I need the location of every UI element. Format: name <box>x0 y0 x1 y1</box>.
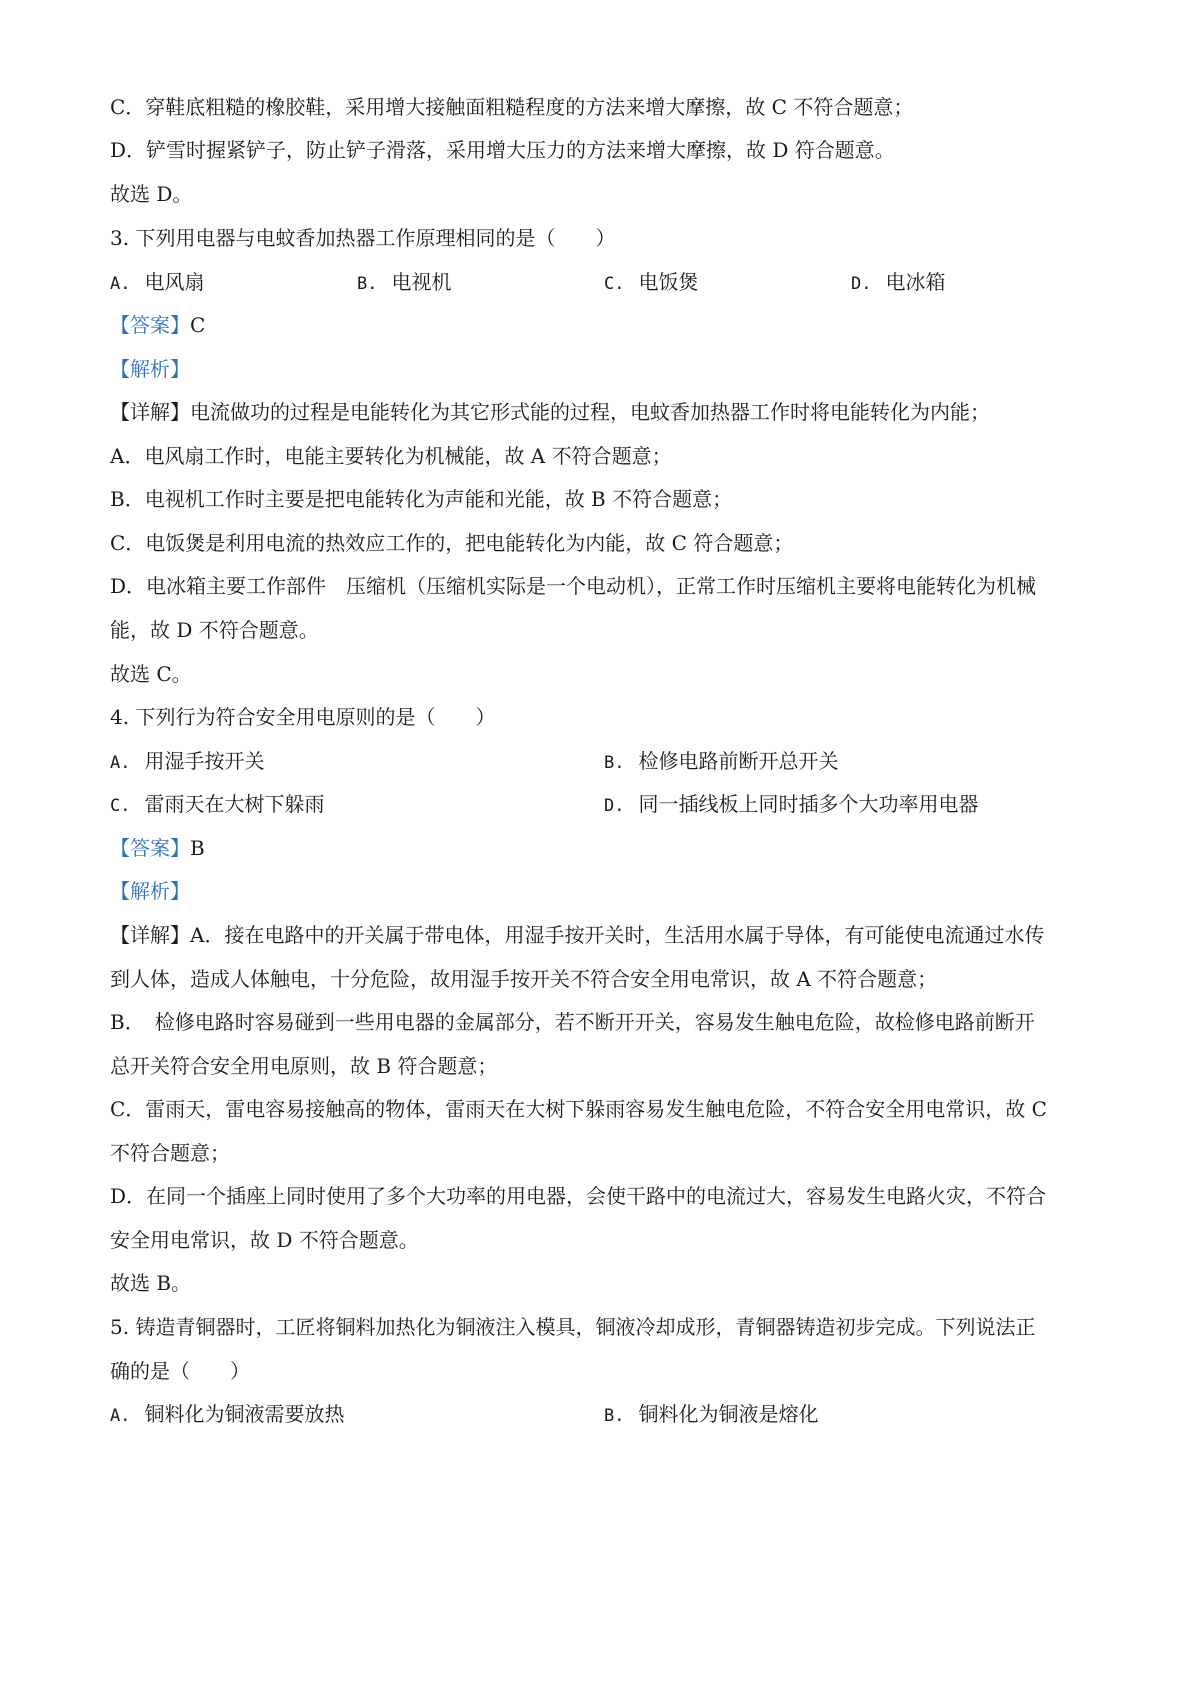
text-line: 总开关符合安全用电原则，故 B 符合题意； <box>110 1054 498 1078</box>
text-line: C．穿鞋底粗糙的橡胶鞋，采用增大接触面粗糙程度的方法来增大摩擦，故 C 不符合题意； <box>110 95 914 119</box>
q5-option-a <box>110 1400 344 1430</box>
text-line: C．雷雨天，雷电容易接触高的物体，雷雨天在大树下躲雨容易发生触电危险，不符合安全用电常识，故 C <box>110 1097 1047 1121</box>
analysis-tag: 【解析】 <box>110 879 190 903</box>
q3-option-c <box>604 268 698 298</box>
text-line: 故选 D。 <box>110 182 193 206</box>
text-line: D．在同一个插座上同时使用了多个大功率的用电器，会使干路中的电流过大，容易发生电路火灾，不符合 <box>110 1184 1047 1208</box>
q3-analysis <box>110 355 1100 383</box>
option-letter: B. <box>604 1406 625 1426</box>
analysis-tag: 【解析】 <box>110 357 190 381</box>
q3-detail <box>110 398 1100 426</box>
detail-text: 电流做功的过程是电能转化为其它形式能的过程，电蚊香加热器工作时将电能转化为内能； <box>190 400 990 424</box>
option-letter: C. <box>604 274 625 294</box>
detail-tag: 【详解】 <box>110 923 190 947</box>
option-text: 用湿手按开关 <box>144 749 265 773</box>
text-line: D．铲雪时握紧铲子，防止铲子滑落，采用增大压力的方法来增大摩擦，故 D 符合题意。 <box>110 138 895 162</box>
q4-option-a <box>110 747 264 777</box>
text-line: 到人体，造成人体触电，十分危险，故用湿手按开关不符合安全用电常识，故 A 不符合题意； <box>110 967 938 991</box>
q3-options <box>110 268 1100 296</box>
question-5: 5. 铸造青铜器时，工匠将铜料加热化为铜液注入模具，铜液冷却成形，青铜器铸造初步完成。下列说法正 <box>110 1315 1036 1339</box>
detail-text: A．接在电路中的开关属于带电体，用湿手按开关时，生活用水属于导体，有可能使电流通过水传 <box>190 923 1045 947</box>
option-letter: D. <box>851 274 872 294</box>
option-letter: A. <box>110 1406 131 1426</box>
text-line: 故选 C。 <box>110 662 192 686</box>
q4-answer <box>110 834 1100 862</box>
q5-options <box>110 1400 1100 1428</box>
text-line: 确的是（ ） <box>110 1359 250 1383</box>
text-line: 安全用电常识，故 D 不符合题意。 <box>110 1228 419 1252</box>
question-4: 4. 下列行为符合安全用电原则的是（ ） <box>110 705 496 729</box>
text-line: B．电视机工作时主要是把电能转化为声能和光能，故 B 不符合题意； <box>110 487 733 511</box>
option-text: 铜料化为铜液是熔化 <box>638 1402 819 1426</box>
q3-option-b <box>357 268 451 298</box>
text-line: 故选 B。 <box>110 1271 192 1295</box>
text-line: 不符合题意； <box>110 1141 230 1165</box>
q4-option-c <box>110 790 324 820</box>
option-letter: A. <box>110 753 131 773</box>
option-text: 电冰箱 <box>885 270 946 294</box>
option-text: 电饭煲 <box>638 270 699 294</box>
q3-option-a <box>110 268 204 298</box>
option-letter: D. <box>604 796 625 816</box>
text-line: 能，故 D 不符合题意。 <box>110 618 319 642</box>
question-3: 3. 下列用电器与电蚊香加热器工作原理相同的是（ ） <box>110 226 616 250</box>
option-letter: B. <box>604 753 625 773</box>
option-letter: A. <box>110 274 131 294</box>
q4-option-b <box>604 747 838 777</box>
option-text: 铜料化为铜液需要放热 <box>144 1402 345 1426</box>
q5-option-b <box>604 1400 818 1430</box>
option-text: 电风扇 <box>144 270 205 294</box>
option-text: 检修电路前断开总开关 <box>638 749 839 773</box>
q4-analysis <box>110 877 1100 905</box>
option-letter: C. <box>110 796 131 816</box>
option-letter: B. <box>357 274 378 294</box>
q3-option-d <box>851 268 945 298</box>
q4-options-row2 <box>110 790 1100 818</box>
answer-value: C <box>190 313 206 337</box>
option-text: 电视机 <box>391 270 452 294</box>
q4-options-row1 <box>110 747 1100 775</box>
q4-option-d <box>604 790 978 820</box>
text-line: C．电饭煲是利用电流的热效应工作的，把电能转化为内能，故 C 符合题意； <box>110 531 794 555</box>
answer-value: B <box>190 836 205 860</box>
option-text: 雷雨天在大树下躲雨 <box>144 792 325 816</box>
text-line: D．电冰箱主要工作部件 压缩机（压缩机实际是一个电动机），正常工作时压缩机主要将电能转化为机械 <box>110 574 1037 598</box>
option-text: 同一插线板上同时插多个大功率用电器 <box>638 792 979 816</box>
q3-answer <box>110 311 1100 339</box>
detail-tag: 【详解】 <box>110 400 190 424</box>
answer-tag: 【答案】 <box>110 313 190 337</box>
text-line: B． 检修电路时容易碰到一些用电器的金属部分，若不断开开关，容易发生触电危险，故检修电路前断开 <box>110 1010 1035 1034</box>
q4-detail <box>110 921 1100 949</box>
answer-tag: 【答案】 <box>110 836 190 860</box>
text-line: A．电风扇工作时，电能主要转化为机械能，故 A 不符合题意； <box>110 444 672 468</box>
